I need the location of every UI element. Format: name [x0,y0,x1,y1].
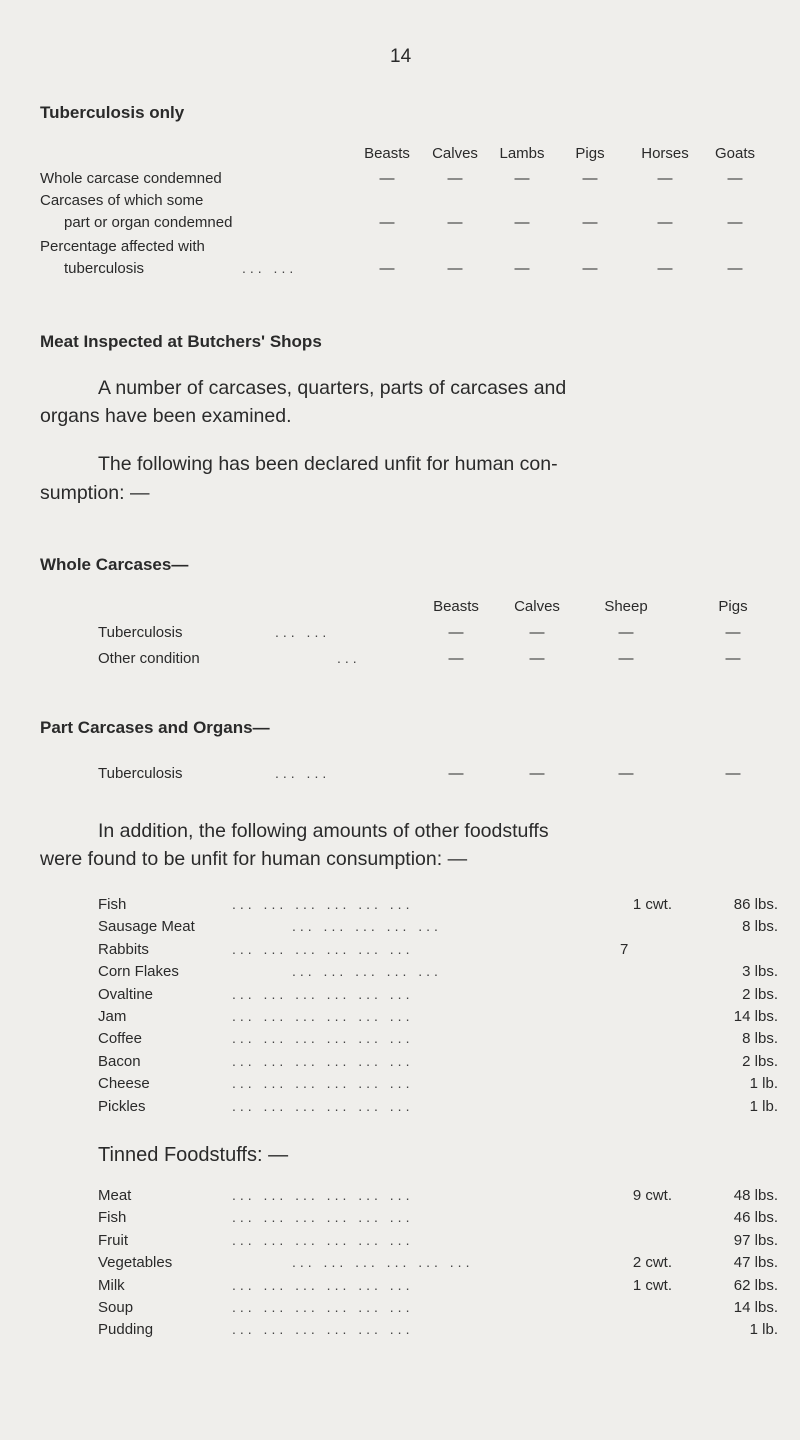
other-foodstuff-item-name: Rabbits [98,940,149,958]
tb-only-col-header: Beasts [364,145,410,162]
tb-only-cell: — [379,214,395,231]
whole-carcases-col-header: Calves [514,598,560,615]
whole-carcases-cell: — [529,650,545,667]
tb-only-cell: — [582,260,598,277]
tb-only-col-header: Pigs [575,145,605,162]
leader-dots: ... ... ... ... ... ... [232,1299,414,1315]
leader-dots: ... ... ... ... ... ... [232,896,414,912]
leader-dots: ... ... ... ... ... ... [232,1187,414,1203]
whole-carcases-row-label: Other condition [98,650,200,667]
butchers-para1-line1: A number of carcases, quarters, parts of carcases and [98,377,567,399]
other-foodstuff-item-name: Cheese [98,1075,150,1093]
tinned-foodstuff-item-cwt: 1 cwt. [632,1276,672,1294]
leader-dots: ... ... ... ... ... ... [232,985,414,1002]
other-foodstuff-item-name: Coffee [98,1030,142,1048]
tb-only-row-label: Whole carcase condemned [40,170,222,187]
tinned-foodstuff-item-name: Fruit [98,1231,128,1249]
tb-only-row-label: tuberculosis [64,260,145,277]
tinned-foodstuff-item-name: Meat [98,1187,132,1204]
whole-carcases-heading: Whole Carcases— [40,555,189,574]
other-foodstuff-item-cwt: 1 cwt. [632,896,672,913]
tinned-foodstuff-item-lbs: 14 lbs. [733,1299,778,1316]
leader-dots: ... ... ... ... ... [292,918,442,935]
tinned-foodstuff-item-name: Milk [98,1276,125,1294]
tb-only-col-header: Goats [714,145,756,162]
other-foodstuff-item-name: Jam [98,1008,127,1025]
leader-dots: ... ... ... ... ... ... [292,1254,474,1271]
tb-only-col-header: Horses [641,145,689,162]
part-carcases-cell: — [448,765,464,782]
leader-dots: ... ... ... ... ... ... [232,1231,414,1248]
other-foodstuff-item-name: Bacon [98,1052,141,1070]
tb-only-col-header: Calves [432,145,478,162]
other-foodstuff-item-lbs: 8 lbs. [742,1030,778,1048]
whole-carcases-cell: — [618,650,634,667]
whole-carcases-row-label: Tuberculosis [98,624,183,641]
leader-dots: ... ... ... ... ... ... [232,1097,414,1114]
tinned-foodstuff-item-name: Vegetables [98,1254,173,1272]
tb-only-cell: — [582,170,598,187]
tinned-foodstuff-item-name: Pudding [98,1321,154,1339]
leader-dots: ... ... ... ... ... ... [232,1052,414,1069]
tb-only-cell: — [447,260,463,277]
leader-dots: ... ... [242,260,298,276]
leader-dots: ... ... ... ... ... ... [232,940,414,957]
tinned-foodstuff-item-lbs: 62 lbs. [733,1276,778,1294]
tb-only-cell: — [514,214,530,231]
whole-carcases-col-header: Sheep [604,598,648,615]
other-foodstuff-item-lbs: 2 lbs. [742,1052,778,1070]
tinned-foodstuff-item-name: Fish [98,1209,127,1227]
tb-only-row-label: Carcases of which some [40,192,204,209]
other-foodstuff-item-name: Pickles [98,1097,146,1115]
tinned-foodstuff-item-cwt: 2 cwt. [632,1254,672,1272]
other-foodstuff-item-count: 7 [620,940,629,958]
other-foodstuff-item-lbs: 8 lbs. [742,918,778,936]
leader-dots: ... [337,650,361,666]
whole-carcases-col-header: Pigs [718,598,748,615]
tinned-foodstuff-item-lbs: 1 lb. [749,1321,778,1339]
tb-only-cell: — [514,260,530,277]
tb-only-row-label: part or organ condemned [64,214,233,231]
tb-only-cell: — [582,214,598,231]
leader-dots: ... ... ... ... ... ... [232,1209,414,1226]
tb-only-row-label: Percentage affected with [40,238,205,255]
whole-carcases-cell: — [725,624,741,641]
other-foodstuff-item-name: Fish [98,896,127,913]
butchers-para1-line2: organs have been examined. [40,405,292,427]
whole-carcases-cell: — [618,624,634,641]
other-foodstuff-item-name: Sausage Meat [98,918,195,936]
tb-only-cell: — [657,260,673,277]
other-foodstuff-item-name: Ovaltine [98,985,154,1003]
part-carcases-cell: — [529,765,545,782]
whole-carcases-cell: — [529,624,545,641]
leader-dots: ... ... [275,624,331,640]
tb-only-cell: — [379,170,395,187]
butchers-heading: Meat Inspected at Butchers' Shops [40,332,322,351]
tinned-heading: Tinned Foodstuffs: — [98,1144,289,1166]
whole-carcases-col-header: Beasts [433,598,479,615]
whole-carcases-cell: — [448,650,464,667]
other-foodstuffs-intro-line1: In addition, the following amounts of other foodstuffs [98,820,549,842]
tinned-foodstuff-item-lbs: 97 lbs. [733,1231,778,1249]
leader-dots: ... ... ... ... ... ... [232,1276,414,1293]
part-carcases-row-label: Tuberculosis [98,765,183,782]
tb-only-cell: — [727,214,743,231]
tinned-foodstuff-item-lbs: 48 lbs. [733,1187,778,1204]
whole-carcases-cell: — [725,650,741,667]
other-foodstuff-item-lbs: 86 lbs. [733,896,778,913]
tinned-foodstuff-item-cwt: 9 cwt. [632,1187,672,1204]
part-carcases-cell: — [725,765,741,782]
part-carcases-cell: — [618,765,634,782]
butchers-para2-line1: The following has been declared unfit for human con- [98,453,558,475]
leader-dots: ... ... ... ... ... ... [232,1321,414,1338]
tb-only-cell: — [379,260,395,277]
tb-only-cell: — [447,170,463,187]
tb-only-cell: — [727,170,743,187]
tinned-foodstuff-item-name: Soup [98,1299,134,1316]
other-foodstuff-item-lbs: 1 lb. [749,1075,778,1093]
tinned-foodstuff-item-lbs: 47 lbs. [733,1254,778,1272]
tb-only-cell: — [657,170,673,187]
tb-only-heading: Tuberculosis only [40,103,185,122]
part-carcases-heading: Part Carcases and Organs— [40,718,270,737]
other-foodstuff-item-lbs: 2 lbs. [742,985,778,1003]
other-foodstuff-item-name: Corn Flakes [98,963,179,981]
leader-dots: ... ... [275,765,331,781]
tb-only-cell: — [727,260,743,277]
page-number: 14 [390,46,412,67]
leader-dots: ... ... ... ... ... [292,963,442,980]
leader-dots: ... ... ... ... ... ... [232,1075,414,1092]
other-foodstuff-item-lbs: 3 lbs. [742,963,778,981]
tb-only-cell: — [657,214,673,231]
tb-only-cell: — [447,214,463,231]
butchers-para2-line2: sumption: — [40,482,150,504]
other-foodstuff-item-lbs: 14 lbs. [733,1008,778,1025]
other-foodstuffs-intro-line2: were found to be unfit for human consumption: — [40,848,468,870]
tb-only-cell: — [514,170,530,187]
whole-carcases-cell: — [448,624,464,641]
leader-dots: ... ... ... ... ... ... [232,1008,414,1024]
leader-dots: ... ... ... ... ... ... [232,1030,414,1047]
other-foodstuff-item-lbs: 1 lb. [749,1097,778,1115]
tinned-foodstuff-item-lbs: 46 lbs. [733,1209,778,1227]
tb-only-col-header: Lambs [499,145,545,162]
